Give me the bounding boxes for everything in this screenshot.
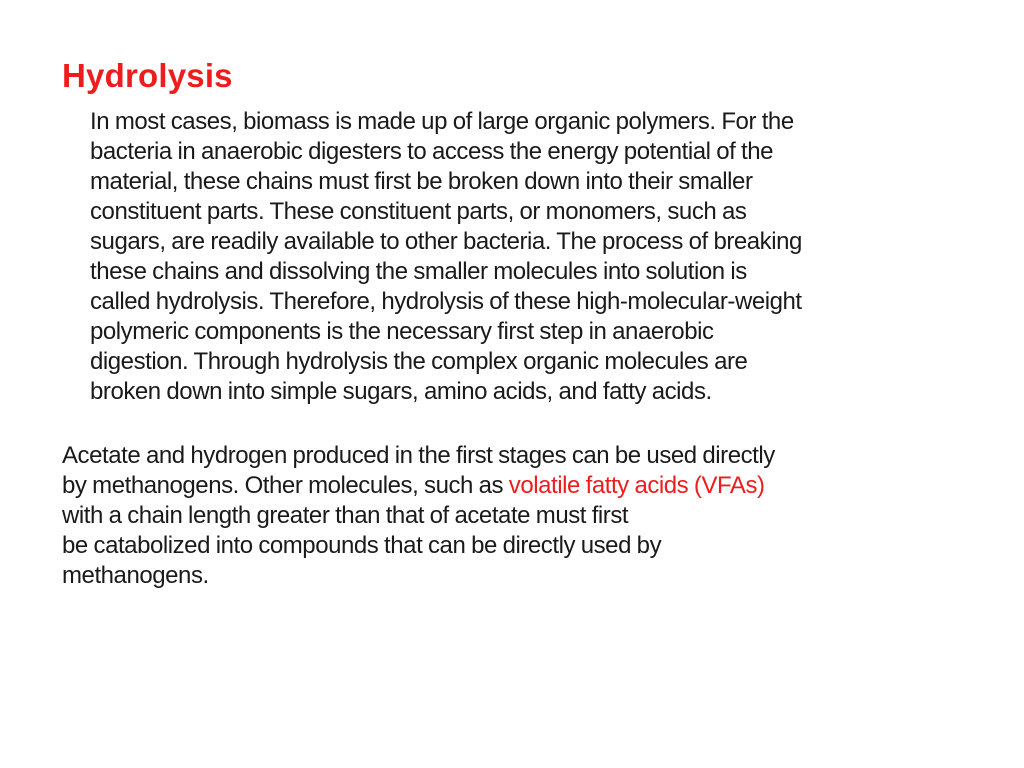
paragraph-line: called hydrolysis. Therefore, hydrolysis of these high-molecular-weight [90, 288, 802, 315]
paragraph-line: polymeric components is the necessary first step in anaerobic [90, 318, 714, 345]
paragraph-line: Acetate and hydrogen produced in the first stages can be used directly [62, 442, 775, 469]
slide-title: Hydrolysis [62, 57, 233, 94]
paragraph-line: these chains and dissolving the smaller molecules into solution is [90, 258, 747, 285]
paragraph-line: broken down into simple sugars, amino acids, and fatty acids. [90, 378, 712, 405]
paragraph-line: with a chain length greater than that of acetate must first [62, 502, 629, 529]
acetate-paragraph [62, 441, 967, 591]
paragraph-line: be catabolized into compounds that can be directly used by [62, 532, 662, 559]
paragraph-line: sugars, are readily available to other bacteria. The process of breaking [90, 228, 802, 255]
paragraph-text: by methanogens. Other molecules, such as [62, 472, 509, 499]
paragraph-line [62, 471, 967, 501]
paragraph-line: In most cases, biomass is made up of large organic polymers. For the [90, 108, 794, 135]
paragraph-line: constituent parts. These constituent parts, or monomers, such as [90, 198, 747, 225]
paragraph-line: digestion. Through hydrolysis the complex organic molecules are [90, 348, 748, 375]
hydrolysis-paragraph [62, 107, 967, 407]
paragraph-line: material, these chains must first be broken down into their smaller [90, 168, 753, 195]
slide-content [62, 56, 967, 591]
paragraph-line: methanogens. [62, 562, 209, 589]
paragraph-line: bacteria in anaerobic digesters to access the energy potential of the [90, 138, 774, 165]
vfa-highlight: volatile fatty acids (VFAs) [508, 472, 765, 499]
